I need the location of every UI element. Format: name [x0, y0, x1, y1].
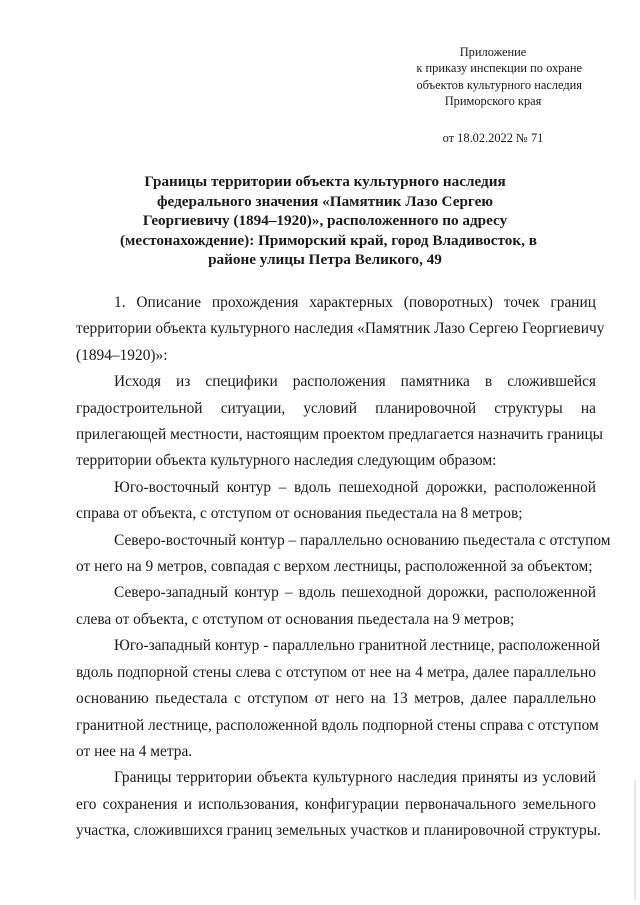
text-line: (1894–1920)»:	[76, 346, 168, 364]
text-line: территории объекта культурного наследия «Памятник Лазо Сергею Георгиевичу	[76, 320, 605, 338]
text-line: вдоль подпорной стены слева с отступом от нее на 4 метра, далее параллельно	[76, 663, 596, 681]
text-line: Исходя из специфики расположения памятника в сложившейся	[114, 373, 596, 391]
text-line: Границы территории объекта культурного наследия приняты из условий	[114, 769, 596, 787]
title-line: Границы территории объекта культурного наследия	[144, 173, 506, 190]
text-line: Северо-западный контур – вдоль пешеходной дорожки, расположенной	[114, 584, 596, 602]
document-title	[120, 172, 537, 270]
text-line: территории объекта культурного наследия следующим образом:	[76, 452, 497, 470]
text-line: Юго-восточный контур – вдоль пешеходной дорожки, расположенной	[114, 478, 596, 496]
title-line: федерального значения «Памятник Лазо Сергею	[157, 192, 493, 210]
scan-edge-shadow	[634, 780, 636, 900]
paragraph-southwest-contour	[76, 633, 601, 765]
document-body	[76, 290, 611, 845]
text-line: Юго-западный контур - параллельно гранитной лестнице, расположенной	[114, 637, 601, 655]
appendix-region-line: Приморского края	[444, 94, 542, 109]
text-line: прилегающей местности, настоящим проектом предлагается назначить границы	[76, 426, 604, 444]
text-line: градостроительной ситуации, условий планировочной структуры на	[76, 399, 596, 417]
appendix-inspection-line: объектов культурного наследия	[416, 77, 582, 92]
appendix-order-line: к приказу инспекции по охране	[416, 61, 582, 76]
title-line: (местонахождение): Приморский край, город Владивосток, в	[120, 231, 537, 249]
paragraph-southeast-contour	[76, 475, 596, 528]
paragraph-rationale	[76, 369, 604, 475]
text-line: 1. Описание прохождения характерных (поворотных) точек границ	[114, 294, 596, 311]
paragraph-northwest-contour	[76, 580, 596, 633]
appendix-date: от 18.02.2022 № 71	[442, 130, 544, 145]
text-line: участка, сложившихся границ земельных участков и планировочной структуры.	[76, 822, 601, 840]
appendix-header	[342, 44, 582, 146]
paragraph-northeast-contour	[76, 528, 611, 581]
title-line: Георгиевичу (1894–1920)», расположенного по адресу	[142, 212, 508, 229]
paragraph-description	[76, 290, 605, 369]
paragraph-conditions	[76, 765, 601, 844]
title-line: районе улицы Петра Великого, 49	[208, 251, 442, 268]
text-line: слева от объекта, с отступом от основания пьедестала на 9 метров;	[76, 610, 515, 628]
text-line: гранитной лестнице, расположенной вдоль подпорной стены справа с отступом	[76, 716, 599, 734]
text-line: основанию пьедестала с отступом от него на 13 метров, далее параллельно	[76, 690, 596, 708]
text-line: от нее на 4 метра.	[76, 742, 193, 760]
text-line: справа от объекта, с отступом от основания пьедестала на 8 метров;	[76, 505, 523, 523]
appendix-label: Приложение	[459, 45, 527, 59]
text-line: Северо-восточный контур – параллельно основанию пьедестала с отступом	[114, 531, 611, 549]
text-line: от него на 9 метров, совпадая с верхом лестницы, расположенной за объектом;	[76, 558, 593, 576]
text-line: его сохранения и использования, конфигурации первоначального земельного	[76, 795, 596, 813]
